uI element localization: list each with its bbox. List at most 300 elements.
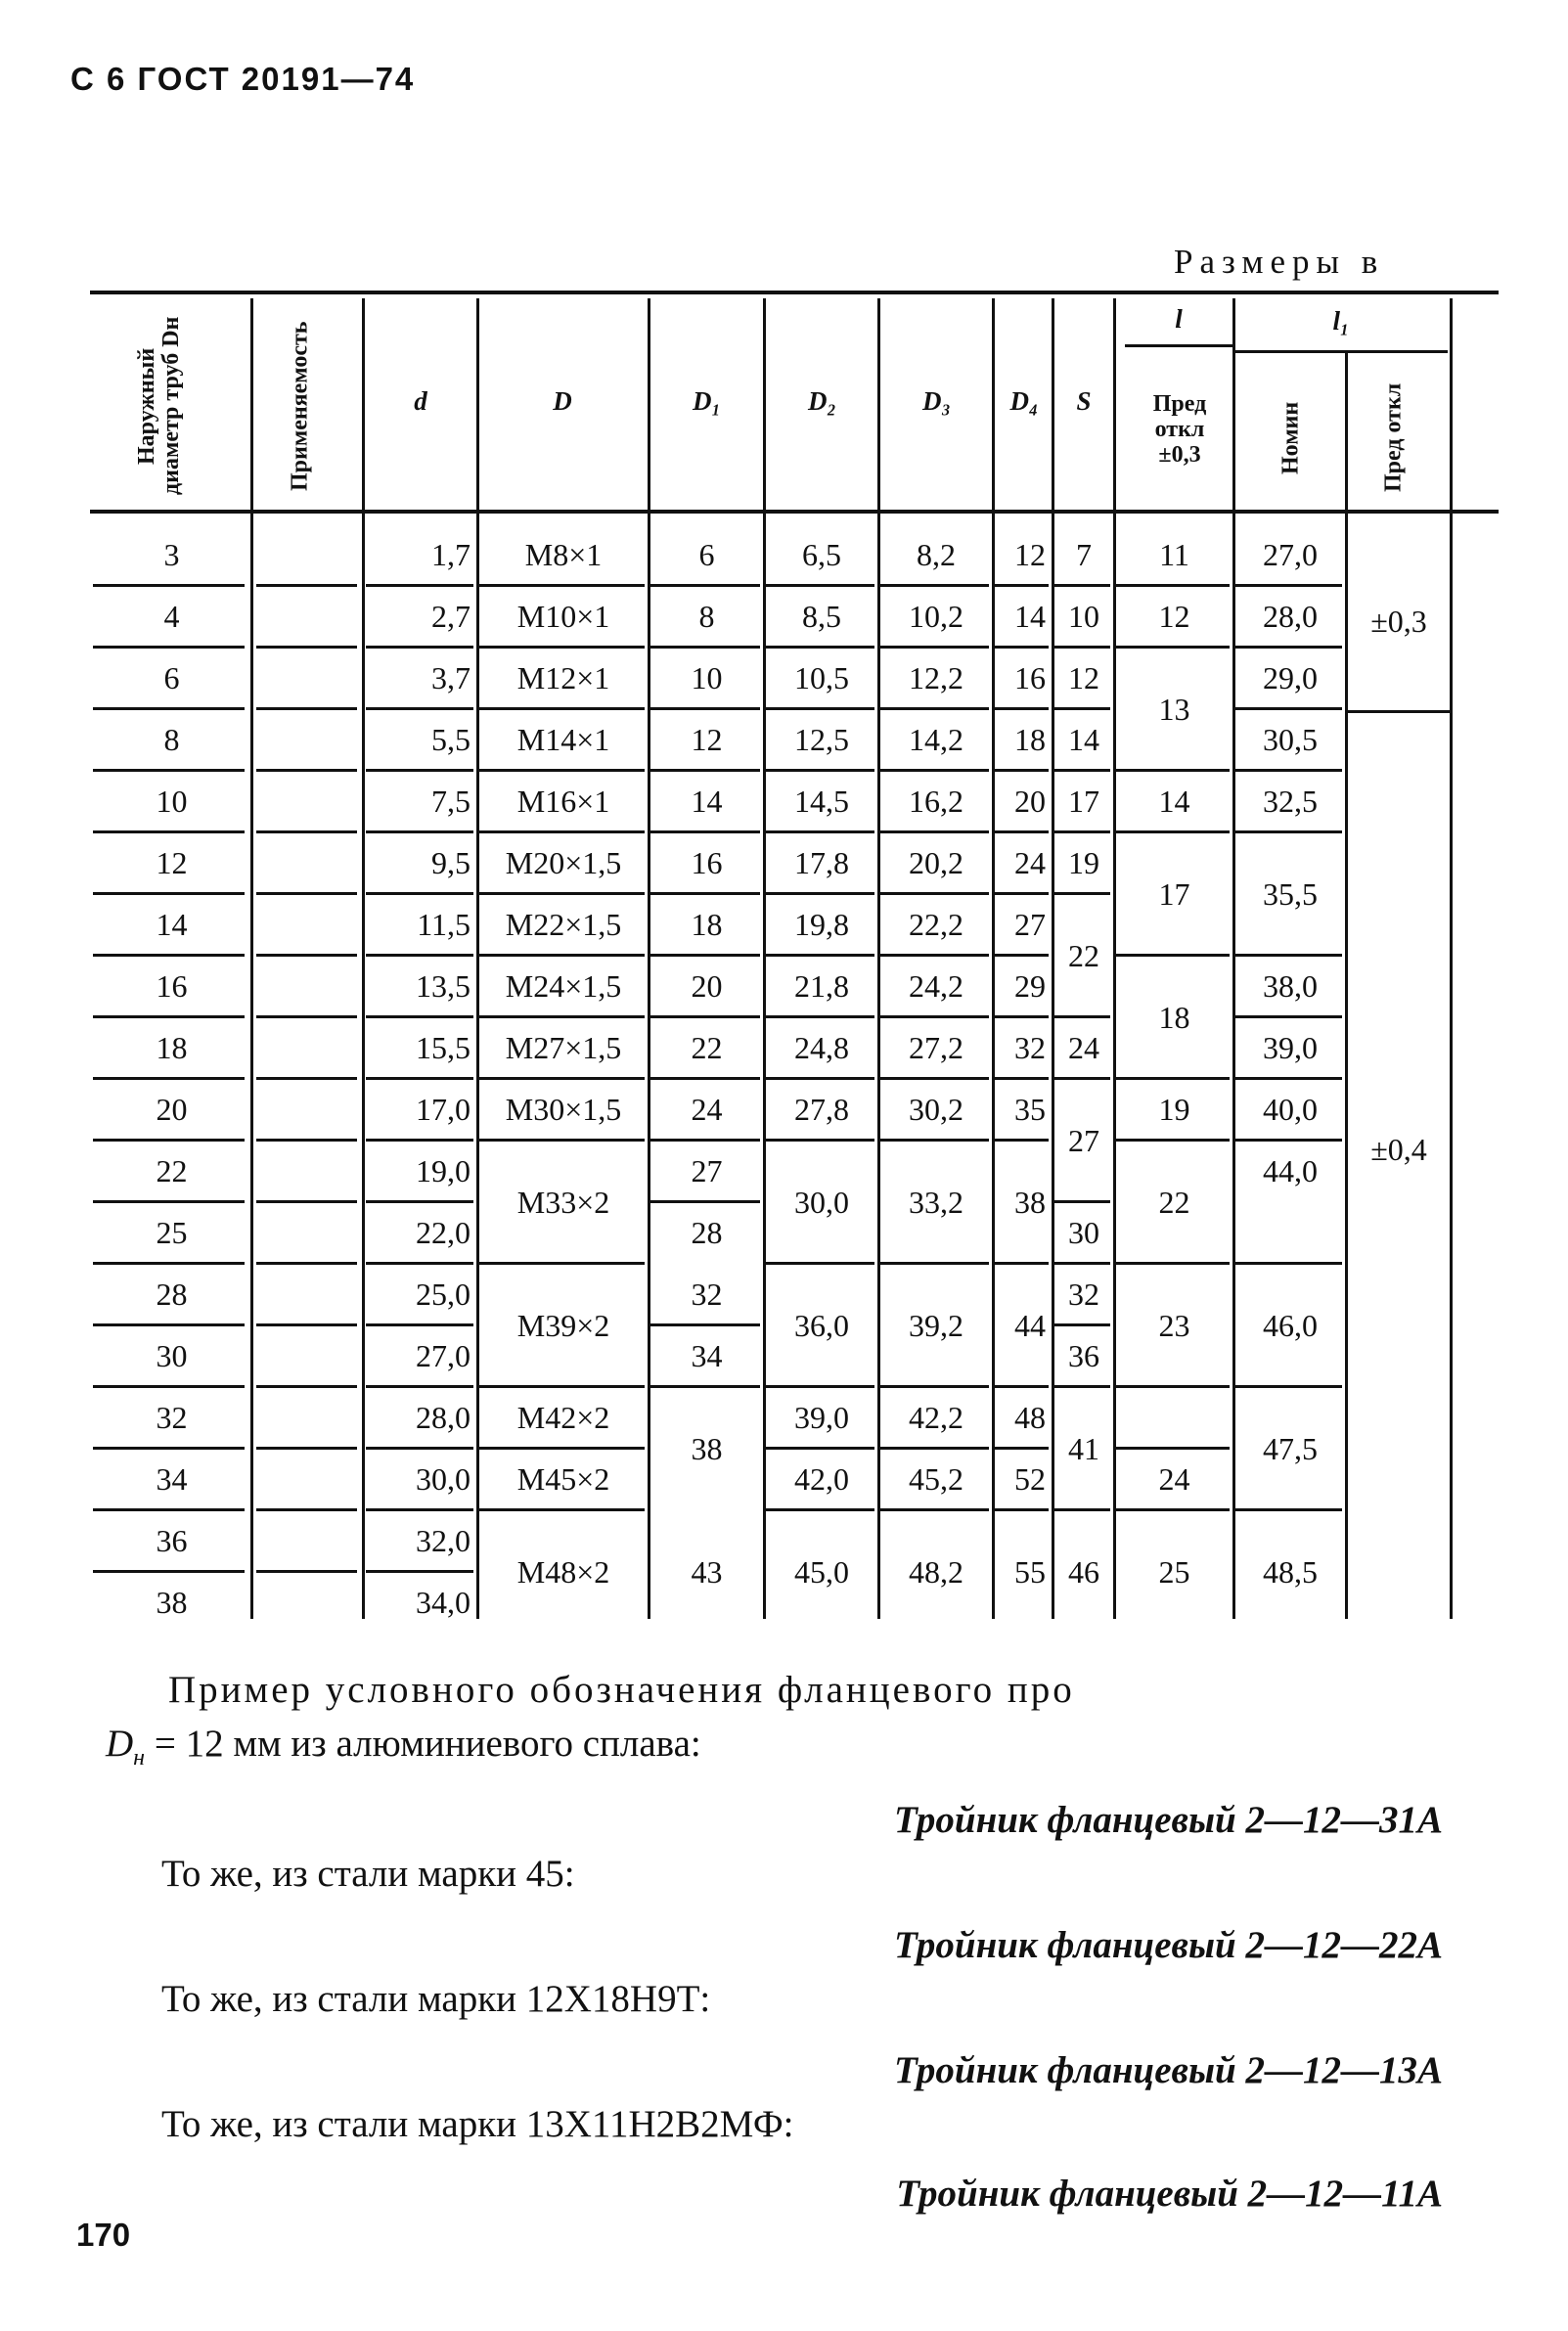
cell-D2: 17,8 xyxy=(794,845,849,880)
cell-d: 22,0 xyxy=(416,1215,470,1250)
row-rule xyxy=(256,830,357,833)
row-rule xyxy=(650,1015,760,1018)
cell-S: 22 xyxy=(1068,937,1099,973)
cell-D2: 8,5 xyxy=(802,599,841,634)
cell-d: 9,5 xyxy=(431,845,470,880)
cell-l1: 32,5 xyxy=(1263,784,1318,819)
row-rule xyxy=(1235,1385,1342,1388)
row-rule xyxy=(1054,830,1110,833)
row-rule xyxy=(366,830,473,833)
row-rule xyxy=(766,584,874,587)
row-rule xyxy=(256,1015,357,1018)
cell-D2: 6,5 xyxy=(802,537,841,572)
row-rule xyxy=(479,1447,645,1450)
cell-D: M24×1,5 xyxy=(505,968,622,1004)
dn-subscript: н xyxy=(133,1744,146,1771)
row-rule xyxy=(256,1323,357,1326)
row-rule xyxy=(880,1139,989,1142)
row-rule xyxy=(880,1077,989,1080)
header-l: l xyxy=(1175,303,1183,334)
same-1: То же, из стали марки 45: xyxy=(161,1853,575,1895)
cell-D4: 32 xyxy=(1014,1030,1046,1065)
row-rule xyxy=(1116,584,1230,587)
page-number: 170 xyxy=(76,2217,131,2253)
row-rule xyxy=(1235,646,1342,649)
row-rule xyxy=(256,707,357,710)
cell-D4: 18 xyxy=(1014,722,1046,757)
row-rule xyxy=(650,1139,760,1142)
row-rule xyxy=(366,1508,473,1511)
row-rule xyxy=(1116,1385,1230,1388)
row-rule xyxy=(1116,1447,1230,1450)
l1-tolerance-a: ±0,3 xyxy=(1370,603,1427,639)
row-rule xyxy=(479,769,645,772)
row-rule xyxy=(93,584,245,587)
cell-D2: 36,0 xyxy=(794,1307,849,1343)
cell-S: 24 xyxy=(1068,1030,1099,1065)
cell-l: 11 xyxy=(1159,537,1189,572)
row-rule xyxy=(1054,1508,1110,1511)
row-rule xyxy=(766,769,874,772)
row-rule xyxy=(995,1508,1049,1511)
row-rule xyxy=(650,707,760,710)
designation-intro-2 xyxy=(106,1722,701,1771)
cell-D: M10×1 xyxy=(516,599,610,634)
row-rule xyxy=(479,1077,645,1080)
row-rule xyxy=(93,830,245,833)
row-rule xyxy=(995,1447,1049,1450)
row-rule xyxy=(479,1385,645,1388)
row-rule xyxy=(256,1200,357,1203)
row-rule xyxy=(880,646,989,649)
cell-D1: 22 xyxy=(691,1030,723,1065)
cell-D2: 10,5 xyxy=(794,660,849,695)
dn-symbol: D xyxy=(106,1723,134,1765)
row-rule xyxy=(1054,646,1110,649)
row-rule xyxy=(1116,1077,1230,1080)
cell-d: 15,5 xyxy=(416,1030,470,1065)
col-rule xyxy=(1345,350,1348,1619)
cell-D3: 20,2 xyxy=(909,845,963,880)
header-D4: D₄ xyxy=(1009,385,1039,416)
cell-D4: 20 xyxy=(1014,784,1046,819)
cell-d: 7,5 xyxy=(431,784,470,819)
cell-D1: 14 xyxy=(691,784,723,819)
cell-l1: 29,0 xyxy=(1263,660,1318,695)
cell-d: 3,7 xyxy=(431,660,470,695)
cell-d: 5,5 xyxy=(431,722,470,757)
cell-S: 12 xyxy=(1068,660,1099,695)
row-rule xyxy=(1235,1139,1342,1142)
row-rule xyxy=(880,954,989,957)
cell-D4: 29 xyxy=(1014,968,1046,1004)
cell-l: 17 xyxy=(1158,875,1190,912)
row-rule xyxy=(1116,830,1230,833)
cell-D2: 12,5 xyxy=(794,722,849,757)
cell-S: 10 xyxy=(1068,599,1099,634)
cell-l: 25 xyxy=(1158,1553,1190,1590)
row-rule xyxy=(93,1447,245,1450)
cell-d: 19,0 xyxy=(416,1153,470,1188)
row-rule xyxy=(650,584,760,587)
cell-D3: 10,2 xyxy=(909,599,963,634)
row-rule xyxy=(650,954,760,957)
cell-D3: 22,2 xyxy=(909,907,963,942)
cell-D1: 12 xyxy=(691,722,723,757)
cell-d: 30,0 xyxy=(416,1461,470,1497)
row-rule xyxy=(1054,1262,1110,1265)
cell-D3: 27,2 xyxy=(909,1030,963,1065)
cell-D1: 18 xyxy=(691,907,723,942)
row-rule xyxy=(479,954,645,957)
row-rule xyxy=(479,1262,645,1265)
cell-D: M22×1,5 xyxy=(505,907,622,942)
row-rule xyxy=(766,1015,874,1018)
cell-D3: 45,2 xyxy=(909,1461,963,1497)
row-rule xyxy=(93,1323,245,1326)
row-rule xyxy=(256,1139,357,1142)
row-rule xyxy=(880,830,989,833)
cell-dn: 25 xyxy=(156,1215,188,1250)
row-rule xyxy=(880,1385,989,1388)
cell-S: 27 xyxy=(1068,1122,1099,1158)
cell-l: 19 xyxy=(1158,1092,1190,1127)
row-rule xyxy=(995,769,1049,772)
row-rule xyxy=(366,1077,473,1080)
cell-l: 24 xyxy=(1158,1461,1190,1497)
cell-S: 41 xyxy=(1068,1430,1099,1466)
row-rule xyxy=(1054,1323,1110,1326)
cell-l: 22 xyxy=(1158,1184,1190,1220)
row-rule xyxy=(1116,646,1230,649)
row-rule xyxy=(880,769,989,772)
row-rule xyxy=(366,1447,473,1450)
row-rule xyxy=(650,892,760,895)
cell-D2: 24,8 xyxy=(794,1030,849,1065)
row-rule xyxy=(650,769,760,772)
cell-D: M27×1,5 xyxy=(505,1030,622,1065)
cell-dn: 34 xyxy=(156,1461,188,1497)
tol-divider xyxy=(1348,710,1450,713)
cell-l1: 40,0 xyxy=(1263,1092,1318,1127)
cell-l1: 47,5 xyxy=(1263,1430,1318,1466)
l-header-rule xyxy=(1125,344,1232,347)
cell-dn: 8 xyxy=(163,722,180,757)
cell-S: 30 xyxy=(1068,1215,1099,1250)
cell-d: 28,0 xyxy=(416,1400,470,1435)
row-rule xyxy=(995,830,1049,833)
cell-D1: 38 xyxy=(691,1430,723,1466)
row-rule xyxy=(766,1385,874,1388)
same-3: То же, из стали марки 13Х11Н2В2МФ: xyxy=(161,2103,794,2145)
cell-dn: 14 xyxy=(156,907,188,942)
cell-l1: 28,0 xyxy=(1263,599,1318,634)
header-d: d xyxy=(414,385,427,416)
row-rule xyxy=(256,892,357,895)
cell-dn: 12 xyxy=(156,845,188,880)
cell-dn: 4 xyxy=(163,599,180,634)
row-rule xyxy=(93,1077,245,1080)
row-rule xyxy=(93,1570,245,1573)
cell-D: M33×2 xyxy=(516,1184,610,1220)
row-rule xyxy=(366,707,473,710)
row-rule xyxy=(766,1447,874,1450)
row-rule xyxy=(366,1262,473,1265)
cell-D: M39×2 xyxy=(516,1307,610,1343)
row-rule xyxy=(366,769,473,772)
cell-D1: 16 xyxy=(691,845,723,880)
header-l1-nominal: Номин xyxy=(1277,401,1304,474)
row-rule xyxy=(766,707,874,710)
row-rule xyxy=(1054,1200,1110,1203)
header-S: S xyxy=(1076,385,1092,416)
cell-dn: 28 xyxy=(156,1277,188,1312)
cell-D1: 27 xyxy=(691,1153,723,1188)
row-rule xyxy=(1235,584,1342,587)
row-rule xyxy=(995,1262,1049,1265)
cell-l1: 39,0 xyxy=(1263,1030,1318,1065)
cell-D: M14×1 xyxy=(516,722,610,757)
cell-d: 2,7 xyxy=(431,599,470,634)
cell-D1: 28 xyxy=(691,1215,723,1250)
cell-l1: 27,0 xyxy=(1263,537,1318,572)
row-rule xyxy=(1054,1015,1110,1018)
header-outer-diameter: Наружный диаметр труб Dн xyxy=(134,316,184,496)
header-applicability: Применяемость xyxy=(287,321,313,491)
row-rule xyxy=(880,1447,989,1450)
row-rule xyxy=(366,1323,473,1326)
cell-D4: 27 xyxy=(1014,907,1046,942)
row-rule xyxy=(1235,1508,1342,1511)
example-2: Тройник фланцевый 2—12—22А xyxy=(894,1924,1443,1966)
row-rule xyxy=(880,892,989,895)
row-rule xyxy=(1235,830,1342,833)
row-rule xyxy=(256,584,357,587)
cell-dn: 20 xyxy=(156,1092,188,1127)
cell-D2: 21,8 xyxy=(794,968,849,1004)
row-rule xyxy=(93,1139,245,1142)
example-4: Тройник фланцевый 2—12—11А xyxy=(896,2173,1443,2215)
cell-l: 13 xyxy=(1158,691,1190,727)
cell-D2: 19,8 xyxy=(794,907,849,942)
row-rule xyxy=(766,954,874,957)
cell-l1: 46,0 xyxy=(1263,1307,1318,1343)
row-rule xyxy=(1116,1139,1230,1142)
header-D3: D₃ xyxy=(922,385,951,416)
row-rule xyxy=(766,1139,874,1142)
row-rule xyxy=(1116,954,1230,957)
header-l1-tolerance: Пред откл xyxy=(1380,382,1407,493)
row-rule xyxy=(1054,1385,1110,1388)
cell-D2: 27,8 xyxy=(794,1092,849,1127)
row-rule xyxy=(995,954,1049,957)
cell-l1: 30,5 xyxy=(1263,722,1318,757)
row-rule xyxy=(766,1508,874,1511)
row-rule xyxy=(1235,707,1342,710)
header-l1: l₁ xyxy=(1332,305,1350,336)
row-rule xyxy=(995,707,1049,710)
cell-l: 12 xyxy=(1158,599,1190,634)
cell-D2: 45,0 xyxy=(794,1553,849,1590)
l1-header-rule xyxy=(1234,350,1448,353)
row-rule xyxy=(650,646,760,649)
col-rule xyxy=(1113,298,1116,1619)
cell-D3: 39,2 xyxy=(909,1307,963,1343)
row-rule xyxy=(93,1200,245,1203)
row-rule xyxy=(256,954,357,957)
row-rule xyxy=(880,707,989,710)
cell-dn: 38 xyxy=(156,1585,188,1620)
cell-l1: 35,5 xyxy=(1263,875,1318,912)
row-rule xyxy=(766,646,874,649)
cell-D4: 14 xyxy=(1014,599,1046,634)
row-rule xyxy=(766,892,874,895)
row-rule xyxy=(1054,584,1110,587)
row-rule xyxy=(256,769,357,772)
cell-D1: 20 xyxy=(691,968,723,1004)
row-rule xyxy=(256,1262,357,1265)
row-rule xyxy=(256,1570,357,1573)
row-rule xyxy=(366,1385,473,1388)
cell-d: 1,7 xyxy=(431,537,470,572)
cell-D2: 30,0 xyxy=(794,1184,849,1220)
cell-dn: 32 xyxy=(156,1400,188,1435)
cell-D3: 42,2 xyxy=(909,1400,963,1435)
cell-D: M20×1,5 xyxy=(505,845,622,880)
row-rule xyxy=(650,1077,760,1080)
row-rule xyxy=(93,892,245,895)
row-rule xyxy=(479,1139,645,1142)
cell-D4: 44 xyxy=(1014,1307,1046,1343)
header-D1: D₁ xyxy=(693,385,721,416)
cell-D1: 24 xyxy=(691,1092,723,1127)
row-rule xyxy=(366,1015,473,1018)
cell-d: 25,0 xyxy=(416,1277,470,1312)
row-rule xyxy=(995,1385,1049,1388)
cell-D: M45×2 xyxy=(516,1461,610,1497)
row-rule xyxy=(256,1077,357,1080)
row-rule xyxy=(93,954,245,957)
row-rule xyxy=(93,1015,245,1018)
row-rule xyxy=(93,1385,245,1388)
row-rule xyxy=(650,1323,760,1326)
row-rule xyxy=(479,1015,645,1018)
cell-D1: 8 xyxy=(698,599,715,634)
cell-D: M12×1 xyxy=(516,660,610,695)
cell-dn: 18 xyxy=(156,1030,188,1065)
row-rule xyxy=(1116,769,1230,772)
row-rule xyxy=(650,830,760,833)
row-rule xyxy=(93,646,245,649)
cell-D: M30×1,5 xyxy=(505,1092,622,1127)
row-rule xyxy=(256,1385,357,1388)
col-rule xyxy=(250,298,253,1619)
cell-d: 34,0 xyxy=(416,1585,470,1620)
col-rule xyxy=(1450,298,1453,1619)
cell-d: 11,5 xyxy=(417,907,470,942)
row-rule xyxy=(1116,1508,1230,1511)
cell-D3: 12,2 xyxy=(909,660,963,695)
row-rule xyxy=(995,584,1049,587)
cell-dn: 36 xyxy=(156,1523,188,1558)
row-rule xyxy=(366,892,473,895)
cell-D4: 16 xyxy=(1014,660,1046,695)
header-l-tolerance: Пред откл ±0,3 xyxy=(1152,391,1207,468)
cell-l1: 38,0 xyxy=(1263,968,1318,1004)
cell-D4: 35 xyxy=(1014,1092,1046,1127)
row-rule xyxy=(766,1262,874,1265)
row-rule xyxy=(1054,1077,1110,1080)
cell-D4: 48 xyxy=(1014,1400,1046,1435)
row-rule xyxy=(995,1015,1049,1018)
cell-D4: 12 xyxy=(1014,537,1046,572)
same-2: То же, из стали марки 12Х18Н9Т: xyxy=(161,1978,711,2020)
row-rule xyxy=(366,954,473,957)
cell-S: 46 xyxy=(1068,1553,1099,1590)
cell-S: 32 xyxy=(1068,1277,1099,1312)
cell-l1: 48,5 xyxy=(1263,1553,1318,1590)
example-3: Тройник фланцевый 2—12—13А xyxy=(894,2049,1443,2091)
row-rule xyxy=(995,1139,1049,1142)
cell-dn: 3 xyxy=(163,537,180,572)
cell-D1: 34 xyxy=(691,1338,723,1373)
row-rule xyxy=(1235,954,1342,957)
cell-S: 36 xyxy=(1068,1338,1099,1373)
row-rule xyxy=(366,584,473,587)
cell-D4: 52 xyxy=(1014,1461,1046,1497)
cell-S: 14 xyxy=(1068,722,1099,757)
table-header-rule xyxy=(90,510,1499,514)
row-rule xyxy=(1235,1262,1342,1265)
row-rule xyxy=(995,1077,1049,1080)
cell-D3: 48,2 xyxy=(909,1553,963,1590)
row-rule xyxy=(880,1508,989,1511)
units-note: Размеры в xyxy=(1174,243,1385,281)
cell-D3: 8,2 xyxy=(917,537,956,572)
row-rule xyxy=(880,1262,989,1265)
row-rule xyxy=(479,892,645,895)
row-rule xyxy=(479,646,645,649)
row-rule xyxy=(256,1508,357,1511)
row-rule xyxy=(1235,769,1342,772)
row-rule xyxy=(880,584,989,587)
cell-dn: 22 xyxy=(156,1153,188,1188)
cell-dn: 30 xyxy=(156,1338,188,1373)
row-rule xyxy=(366,1139,473,1142)
row-rule xyxy=(479,830,645,833)
cell-D: M48×2 xyxy=(516,1553,610,1590)
cell-D: M8×1 xyxy=(524,537,603,572)
row-rule xyxy=(93,1262,245,1265)
header-D: D xyxy=(553,385,572,416)
header-D2: D₂ xyxy=(808,385,836,416)
cell-D1: 43 xyxy=(691,1553,723,1590)
cell-S: 17 xyxy=(1068,784,1099,819)
cell-l: 14 xyxy=(1158,784,1190,819)
row-rule xyxy=(995,892,1049,895)
cell-D1: 10 xyxy=(691,660,723,695)
cell-D1: 6 xyxy=(698,537,715,572)
example-1: Тройник фланцевый 2—12—31А xyxy=(894,1799,1443,1841)
cell-D: M16×1 xyxy=(516,784,610,819)
cell-D: M42×2 xyxy=(516,1400,610,1435)
row-rule xyxy=(479,1508,645,1511)
cell-S: 7 xyxy=(1076,537,1092,572)
l1-tolerance-b: ±0,4 xyxy=(1370,1131,1427,1167)
row-rule xyxy=(1235,1015,1342,1018)
row-rule xyxy=(256,1447,357,1450)
cell-S: 19 xyxy=(1068,845,1099,880)
